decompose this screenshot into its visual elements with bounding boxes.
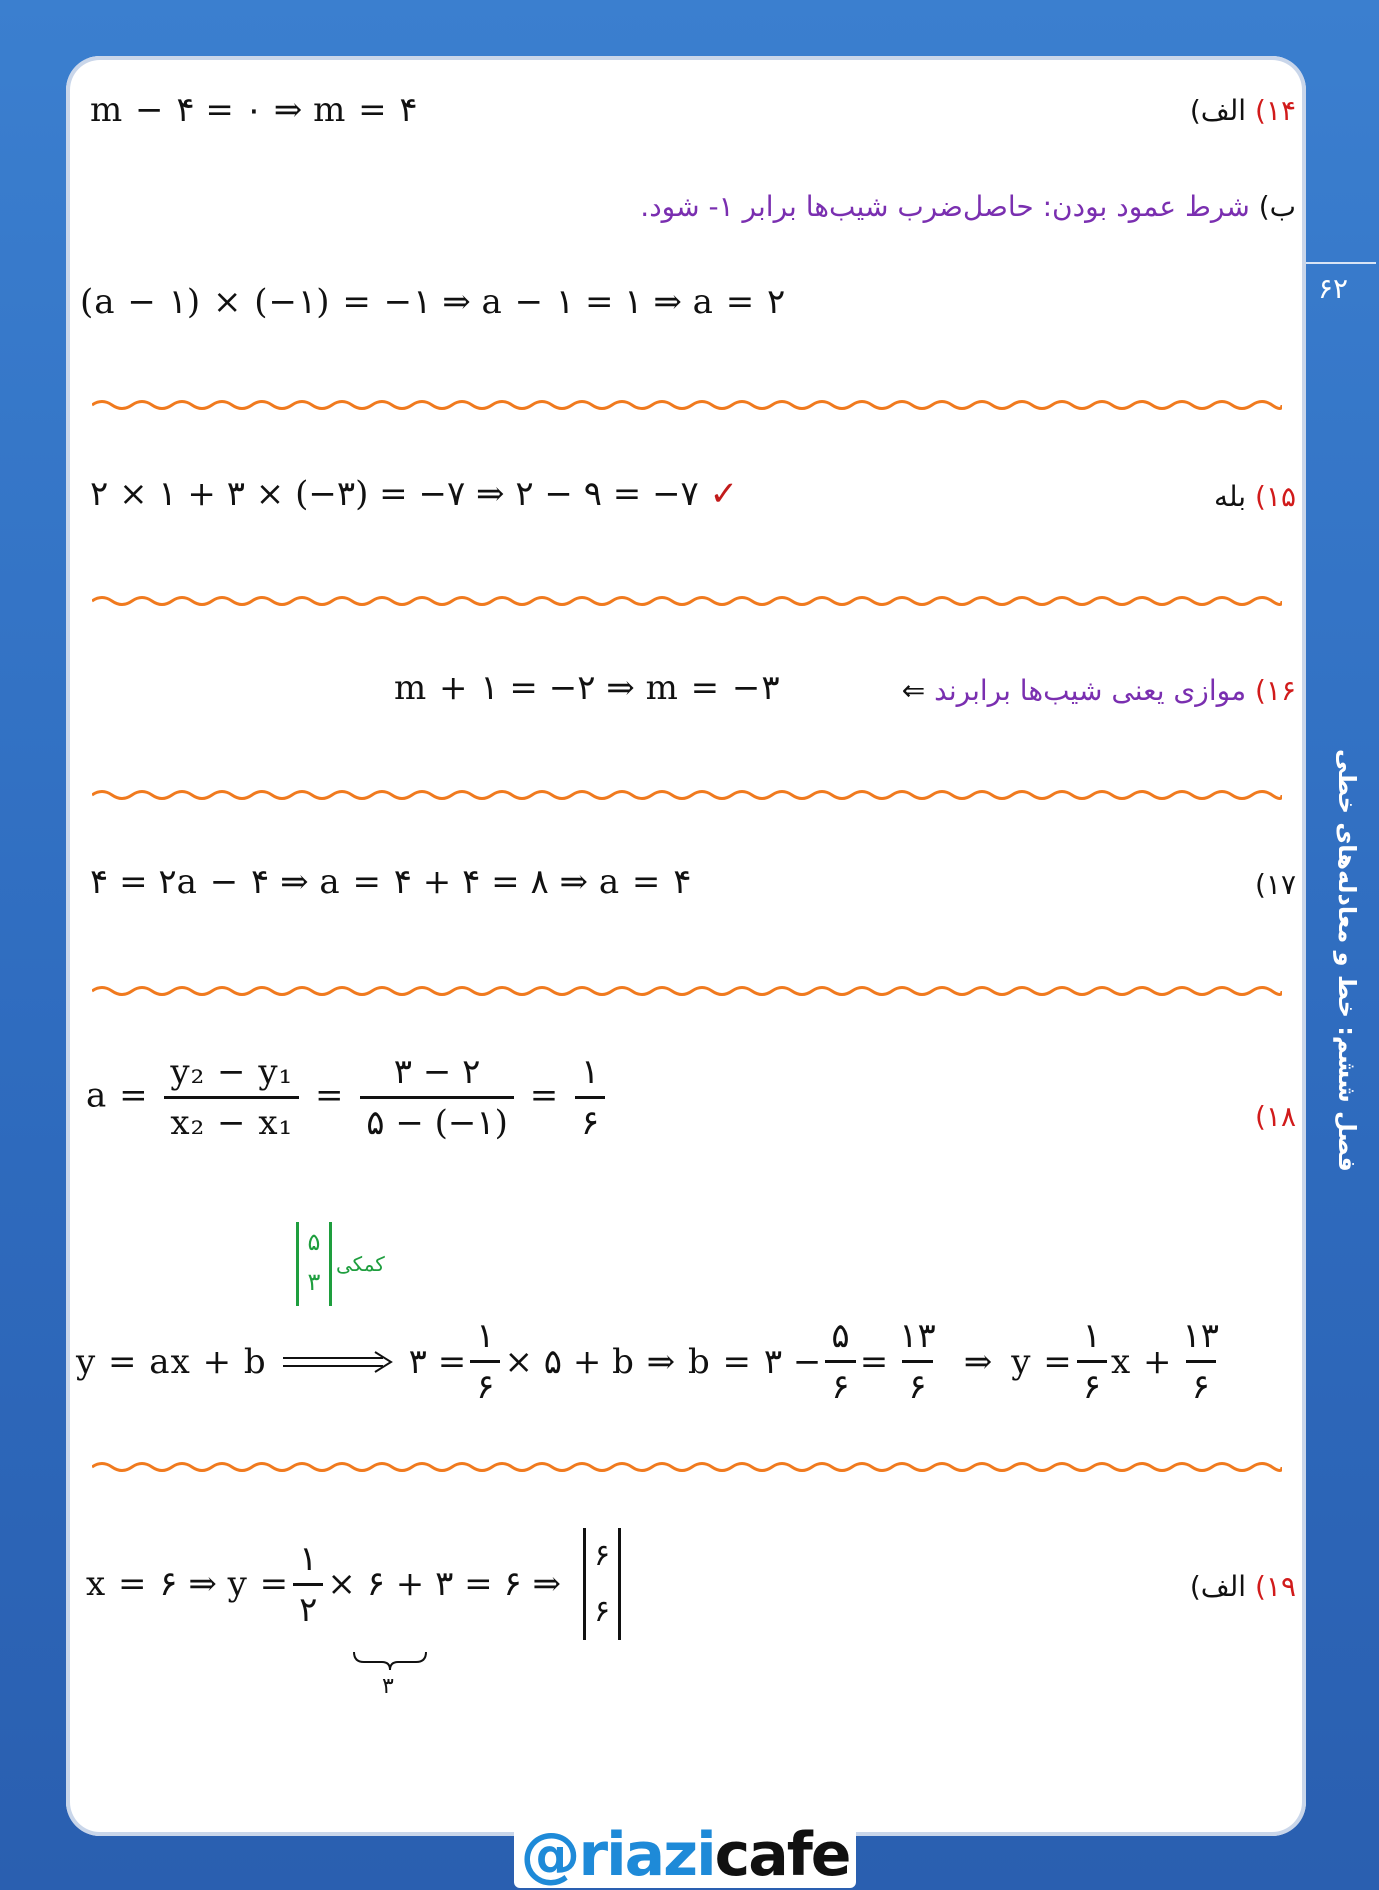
frac-denominator: ۲ bbox=[293, 1583, 323, 1630]
underbrace-value: ۳ bbox=[382, 1674, 394, 1699]
step3-frac bbox=[893, 1316, 942, 1407]
q15-number: ۱۵) bbox=[1254, 480, 1296, 513]
step1-rest: × ۵ + b ⇒ b = ۳ − bbox=[504, 1341, 822, 1382]
step1-lhs: ۳ = bbox=[408, 1341, 467, 1382]
long-arrow-icon bbox=[283, 1350, 393, 1374]
content-panel bbox=[66, 56, 1306, 1836]
q18-label bbox=[1255, 1100, 1296, 1133]
q16-eq: m + ۱ = −۲ ⇒ m = −۳ bbox=[394, 668, 780, 708]
q18-number: ۱۸) bbox=[1254, 1100, 1296, 1133]
frac-denominator: ۶ bbox=[825, 1360, 855, 1407]
q18-slope-eq: a = $\frac{\text{y₂ − y₁}}{\text{x₂ − x₁}}$ = $\frac{۳ - ۲}{۵ - (-۱)}$ = $\frac{۱}{۶}$ bbox=[86, 1052, 609, 1143]
q14-label bbox=[1190, 94, 1296, 127]
frac-denominator: x₂ − x₁ bbox=[164, 1096, 299, 1143]
wave-divider-3 bbox=[92, 788, 1282, 802]
helper-x: ۵ bbox=[307, 1228, 321, 1256]
chapter-title-text: فصل ششم: خط و معادله‌های خطی bbox=[1333, 748, 1361, 1172]
page-number-rule bbox=[1306, 262, 1376, 264]
frac-numerator: ۳ − ۲ bbox=[393, 1052, 481, 1092]
q14-b-line bbox=[640, 190, 1296, 223]
helper-point-matrix bbox=[296, 1222, 332, 1306]
underbrace-icon bbox=[352, 1650, 428, 1672]
frac-denominator: ۶ bbox=[1077, 1360, 1107, 1407]
q16-number: ۱۶) bbox=[1254, 674, 1296, 707]
frac-numerator: ۱ bbox=[299, 1538, 318, 1579]
q15-eq-text: ۲ × ۱ + ۳ × (−۳) = −۷ ⇒ ۲ − ۹ = −۷ bbox=[90, 474, 699, 514]
frac-numerator: ۱ bbox=[476, 1316, 495, 1356]
wave-divider-4 bbox=[92, 984, 1282, 998]
q17-number: ۱۷) bbox=[1254, 868, 1296, 901]
helper-y: ۳ bbox=[307, 1268, 321, 1296]
frac-numerator: ۱۳ bbox=[899, 1316, 936, 1356]
q19-eq-lhs: x = ۶ ⇒ y = bbox=[86, 1564, 290, 1604]
q19-number: ۱۹) bbox=[1254, 1570, 1296, 1603]
logo-part-2: cafe bbox=[714, 1820, 850, 1890]
wave-divider-5 bbox=[92, 1460, 1282, 1474]
final-frac-2 bbox=[1176, 1316, 1225, 1407]
riazicafe-logo bbox=[514, 1822, 856, 1888]
q14-text-b: شرط عمود بودن: حاصل‌ضرب شیب‌ها برابر ۱- شود. bbox=[640, 190, 1250, 223]
wave-divider-1 bbox=[92, 398, 1282, 412]
q16-label bbox=[902, 674, 1296, 707]
q14-part-b: ب) bbox=[1258, 190, 1296, 223]
final-frac-1 bbox=[1077, 1316, 1107, 1407]
q19-frac bbox=[293, 1539, 323, 1630]
q18-a-equals: a = bbox=[86, 1075, 149, 1116]
q19-label bbox=[1190, 1570, 1296, 1603]
logo-part-1: @riazi bbox=[520, 1820, 715, 1890]
q14-eq-a: m − ۴ = ۰ ⇒ m = ۴ bbox=[90, 90, 418, 130]
q14-number: ۱۴) bbox=[1254, 94, 1296, 127]
frac-denominator: ۶ bbox=[1186, 1360, 1216, 1407]
q18-frac-values bbox=[360, 1052, 514, 1143]
point-x: ۶ bbox=[594, 1538, 611, 1573]
q15-eq bbox=[90, 474, 738, 514]
page-number: ۶۲ bbox=[1318, 272, 1349, 305]
frac-denominator: ۵ − (−۱) bbox=[360, 1096, 514, 1143]
frac-denominator: ۶ bbox=[902, 1360, 932, 1407]
q18-frac-formula bbox=[164, 1052, 299, 1143]
q17-eq: ۴ = ۲a − ۴ ⇒ a = ۴ + ۴ = ۸ ⇒ a = ۴ bbox=[90, 862, 692, 902]
q14-eq-b: (a − ۱) × (−۱) = −۱ ⇒ a − ۱ = ۱ ⇒ a = ۲ bbox=[80, 282, 786, 322]
q18-frac-result bbox=[575, 1052, 605, 1143]
q16-implies-arrow: ⇐ bbox=[901, 674, 926, 707]
final-mid: x + bbox=[1111, 1341, 1173, 1382]
q15-label bbox=[1214, 480, 1296, 513]
frac-numerator: ۱۳ bbox=[1182, 1316, 1220, 1356]
line-general-form: y = ax + b bbox=[76, 1341, 267, 1382]
q18-line-eq: y = ax + b ۳ = $\frac{۱}{۶}$ × ۵ + b ⇒ b = ۳ − $\frac{۵}{۶}$ = $\frac{۱۳}{۶}$ ⇒ y = $\frac{۱}{۶}$ x + $\frac{۱۳}{۶}$ bbox=[76, 1316, 1229, 1407]
frac-numerator: y₂ − y₁ bbox=[170, 1052, 294, 1092]
frac-denominator: ۶ bbox=[575, 1096, 605, 1143]
q16-text: موازی یعنی شیب‌ها برابرند bbox=[934, 674, 1247, 707]
q19-part-a: الف) bbox=[1189, 1570, 1247, 1603]
step2-frac bbox=[825, 1316, 855, 1407]
final-lhs: y = bbox=[1011, 1341, 1073, 1382]
frac-numerator: ۵ bbox=[831, 1316, 850, 1356]
step1-frac bbox=[470, 1316, 500, 1407]
checkmark-icon: ✓ bbox=[709, 474, 739, 514]
helper-label: کمکی bbox=[336, 1252, 385, 1276]
q17-label bbox=[1255, 868, 1296, 901]
frac-numerator: ۱ bbox=[1082, 1316, 1101, 1356]
point-y: ۶ bbox=[594, 1594, 611, 1629]
q19-eq-rest: × ۶ + ۳ = ۶ ⇒ bbox=[327, 1564, 562, 1604]
chapter-side-title bbox=[1322, 748, 1372, 1172]
frac-denominator: ۶ bbox=[470, 1360, 500, 1407]
q15-answer-word: بله bbox=[1214, 480, 1247, 513]
frac-numerator: ۱ bbox=[581, 1052, 600, 1092]
q14-part-a: الف) bbox=[1189, 94, 1247, 127]
q19-eq bbox=[86, 1528, 621, 1640]
wave-divider-2 bbox=[92, 594, 1282, 608]
q19-point-matrix bbox=[583, 1528, 621, 1640]
